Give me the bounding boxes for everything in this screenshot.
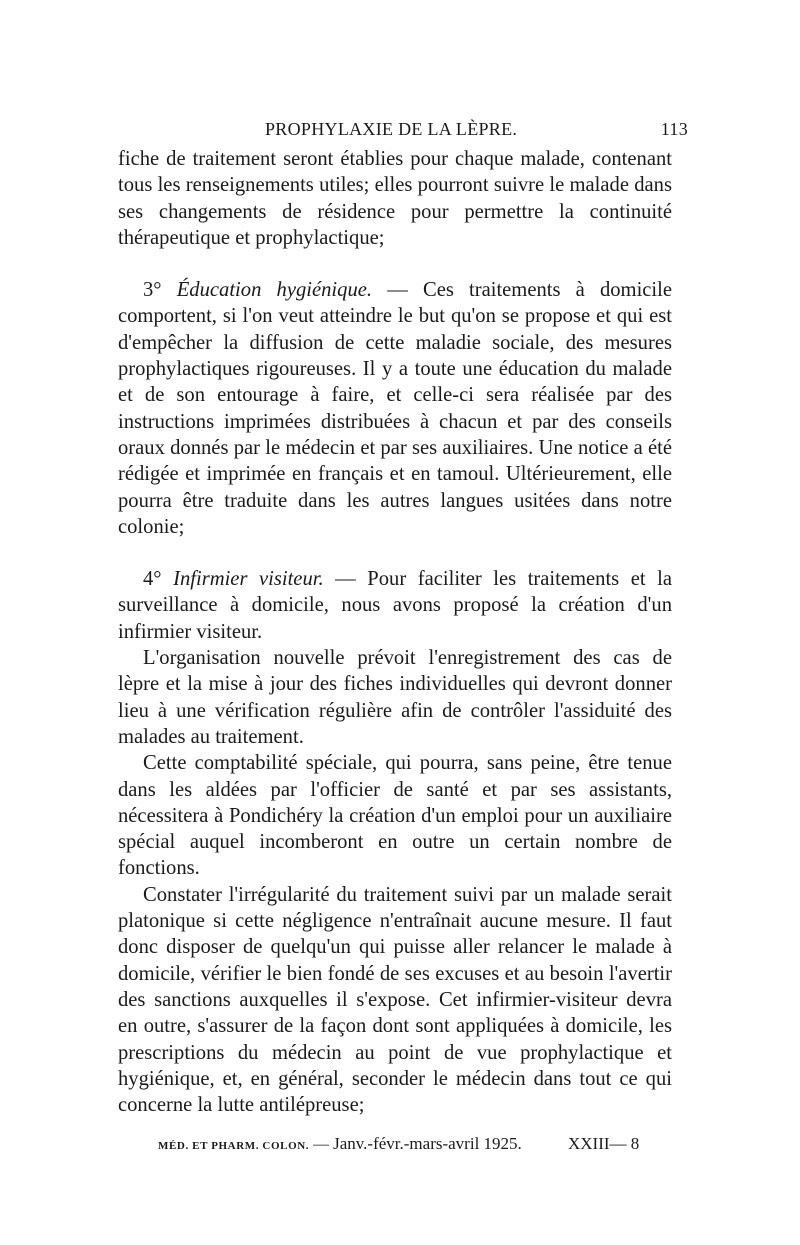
section-dash: —: [323, 568, 368, 591]
running-header: [118, 119, 688, 143]
paragraph-comptabilite: [118, 750, 672, 881]
paragraph-text: Cette comptabilité spéciale, qui pourra, sans peine, être tenue dans les aldées par l'officier de santé et par ses assistants, nécessitera à Pondichéry la création d'un emploi pour un auxiliaire spécial auquel incomberont en outre un certain nombre de fonctions.: [118, 752, 672, 880]
paragraph-text: Pour faciliter les traitements et la surveillance à domicile, nous avons proposé la création d'un infirmier visiteur.: [118, 568, 672, 643]
section-dash: —: [372, 279, 423, 302]
running-title: PROPHYLAXIE DE LA LÈPRE.: [265, 119, 518, 139]
body-text: [118, 146, 672, 1118]
paragraph-text: fiche de traitement seront établies pour chaque malade, contenant tous les renseignements utiles; elles pourront suivre le malade dans ses changements de résidence pour permettre la continuité thérapeutique et prophylactique;: [118, 148, 672, 249]
footer-signature: XXIII— 8: [568, 1134, 640, 1153]
footer-journal: MÉD. ET PHARM. COLON.: [158, 1140, 310, 1152]
section-number: 4°: [143, 568, 162, 591]
footer-dash: —: [309, 1136, 334, 1153]
paragraph-education-hygienique: [118, 277, 672, 540]
page-footer: [158, 1134, 658, 1158]
footer-date: Janv.-févr.-mars-avril 1925.: [333, 1134, 522, 1153]
paragraph-continuation: [118, 146, 672, 251]
section-number: 3°: [143, 279, 162, 302]
paragraph-organisation: [118, 645, 672, 750]
section-title: Infirmier visiteur.: [173, 568, 324, 591]
paragraph-text: Ces traitements à domicile comportent, si l'on veut atteindre le but qu'on se propose et qui est d'empêcher la diffusion de cette maladie sociale, des mesures prophylactiques rigoureuses. Il y a toute une éducation du malade et de son entourage à faire, et celle-ci sera réalisée par des instructions imprimées distribuées à chacun et par des conseils oraux donnés par le médecin et par ses auxiliaires. Une notice a été rédigée et imprimée en français et en tamoul. Ultérieurement, elle pourra être traduite dans les autres langues usitées dans notre colonie;: [118, 279, 673, 538]
paragraph-irregularite: [118, 882, 672, 1119]
paragraph-infirmier-visiteur: [118, 566, 672, 645]
paragraph-text: Constater l'irrégularité du traitement suivi par un malade serait platonique si cette négligence n'entraînait aucune mesure. Il faut donc disposer de quelqu'un qui puisse aller relancer le malade à domicile, vérifier le bien fondé de ses excuses et au besoin l'avertir des sanctions auxquelles il s'expose. Cet infirmier-visiteur devra en outre, s'assurer de la façon dont sont appliquées à domicile, les prescriptions du médecin au point de vue prophylactique et hygiénique, et, en général, seconder le médecin dans tout ce qui concerne la lutte antilépreuse;: [118, 883, 672, 1117]
section-title: Éducation hygiénique.: [176, 279, 373, 302]
paragraph-text: L'organisation nouvelle prévoit l'enregistrement des cas de lèpre et la mise à jour des fiches individuelles qui devront donner lieu à une vérification régulière afin de contrôler l'assiduité des malades au traitement.: [118, 647, 672, 748]
page-number: 113: [660, 119, 688, 139]
